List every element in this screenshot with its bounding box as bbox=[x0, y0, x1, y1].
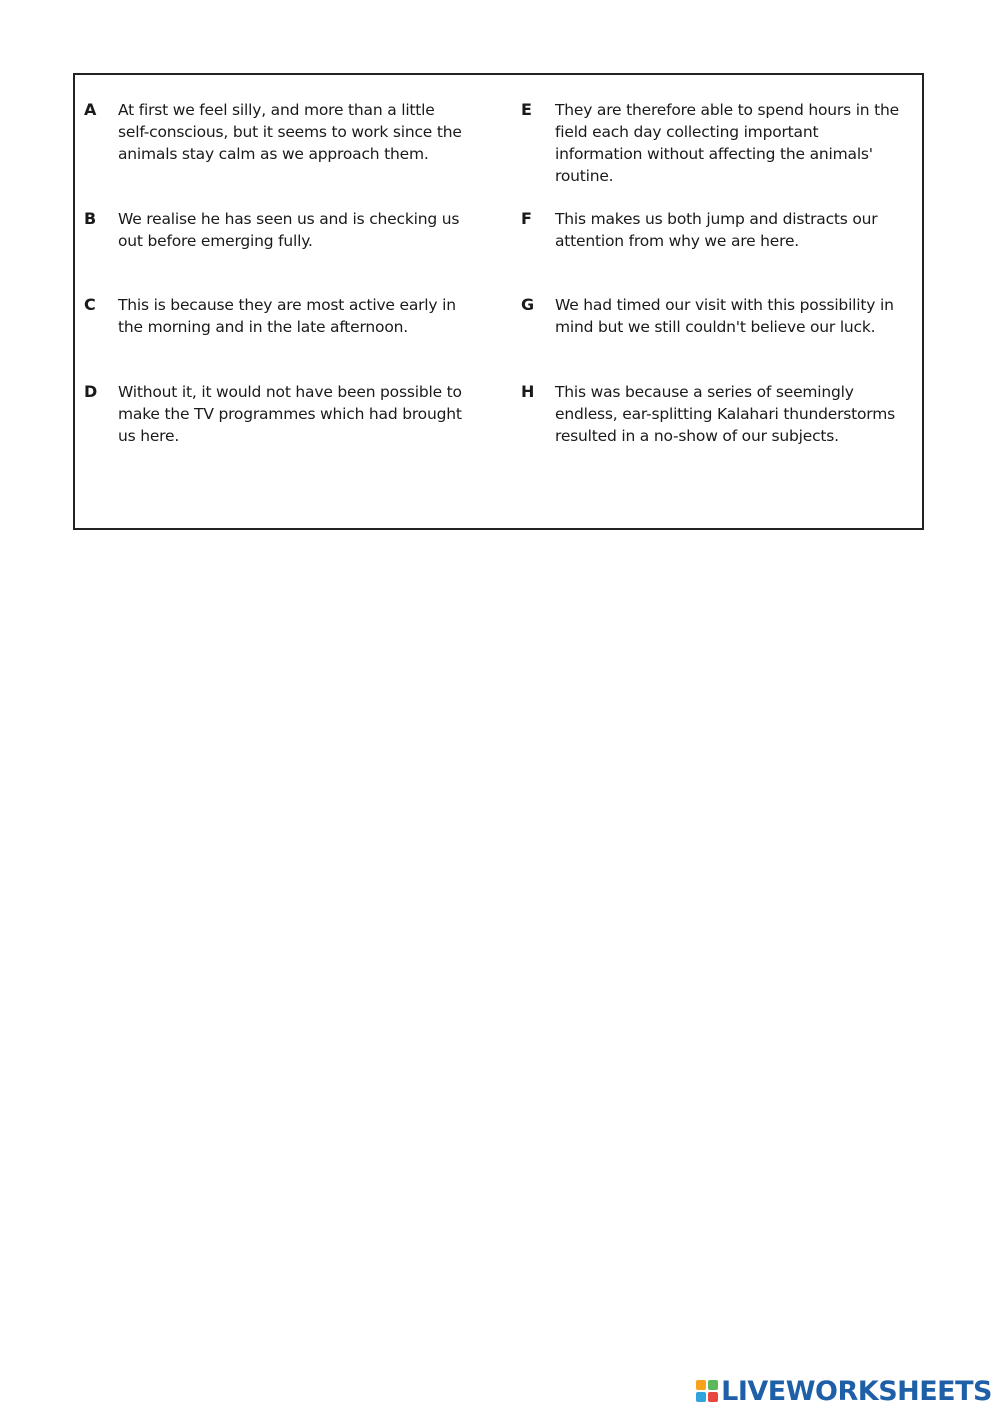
option-text: They are therefore able to spend hours in the field each day collecting important information without affecting the animals' routine. bbox=[555, 101, 899, 185]
option-f bbox=[521, 208, 901, 252]
option-text: This was because a series of seemingly endless, ear-splitting Kalahari thunderstorms resulted in a no-show of our subjects. bbox=[555, 383, 895, 445]
option-letter: C bbox=[84, 295, 96, 314]
options-box bbox=[73, 73, 924, 530]
option-letter: G bbox=[521, 295, 535, 314]
option-letter: H bbox=[521, 382, 535, 401]
option-e bbox=[521, 99, 901, 187]
option-h bbox=[521, 381, 901, 447]
option-c bbox=[84, 294, 464, 338]
liveworksheets-watermark bbox=[696, 1373, 992, 1409]
option-g bbox=[521, 294, 901, 338]
liveworksheets-logo-icon bbox=[696, 1380, 718, 1402]
option-text: We realise he has seen us and is checking us out before emerging fully. bbox=[118, 210, 460, 250]
option-text: This is because they are most active early in the morning and in the late afternoon. bbox=[118, 296, 456, 336]
option-letter: F bbox=[521, 209, 532, 228]
option-b bbox=[84, 208, 464, 252]
option-letter: B bbox=[84, 209, 97, 228]
option-letter: A bbox=[84, 100, 97, 119]
option-text: Without it, it would not have been possible to make the TV programmes which had brought us here. bbox=[118, 383, 462, 445]
watermark-text: LIVEWORKSHEETS bbox=[721, 1375, 992, 1407]
option-text: At first we feel silly, and more than a little self-conscious, but it seems to work since the animals stay calm as we approach them. bbox=[118, 101, 462, 163]
option-a bbox=[84, 99, 464, 165]
option-letter: E bbox=[521, 100, 532, 119]
option-letter: D bbox=[84, 382, 98, 401]
option-text: This makes us both jump and distracts our attention from why we are here. bbox=[555, 210, 878, 250]
option-d bbox=[84, 381, 464, 447]
option-text: We had timed our visit with this possibility in mind but we still couldn't believe our luck. bbox=[555, 296, 894, 336]
